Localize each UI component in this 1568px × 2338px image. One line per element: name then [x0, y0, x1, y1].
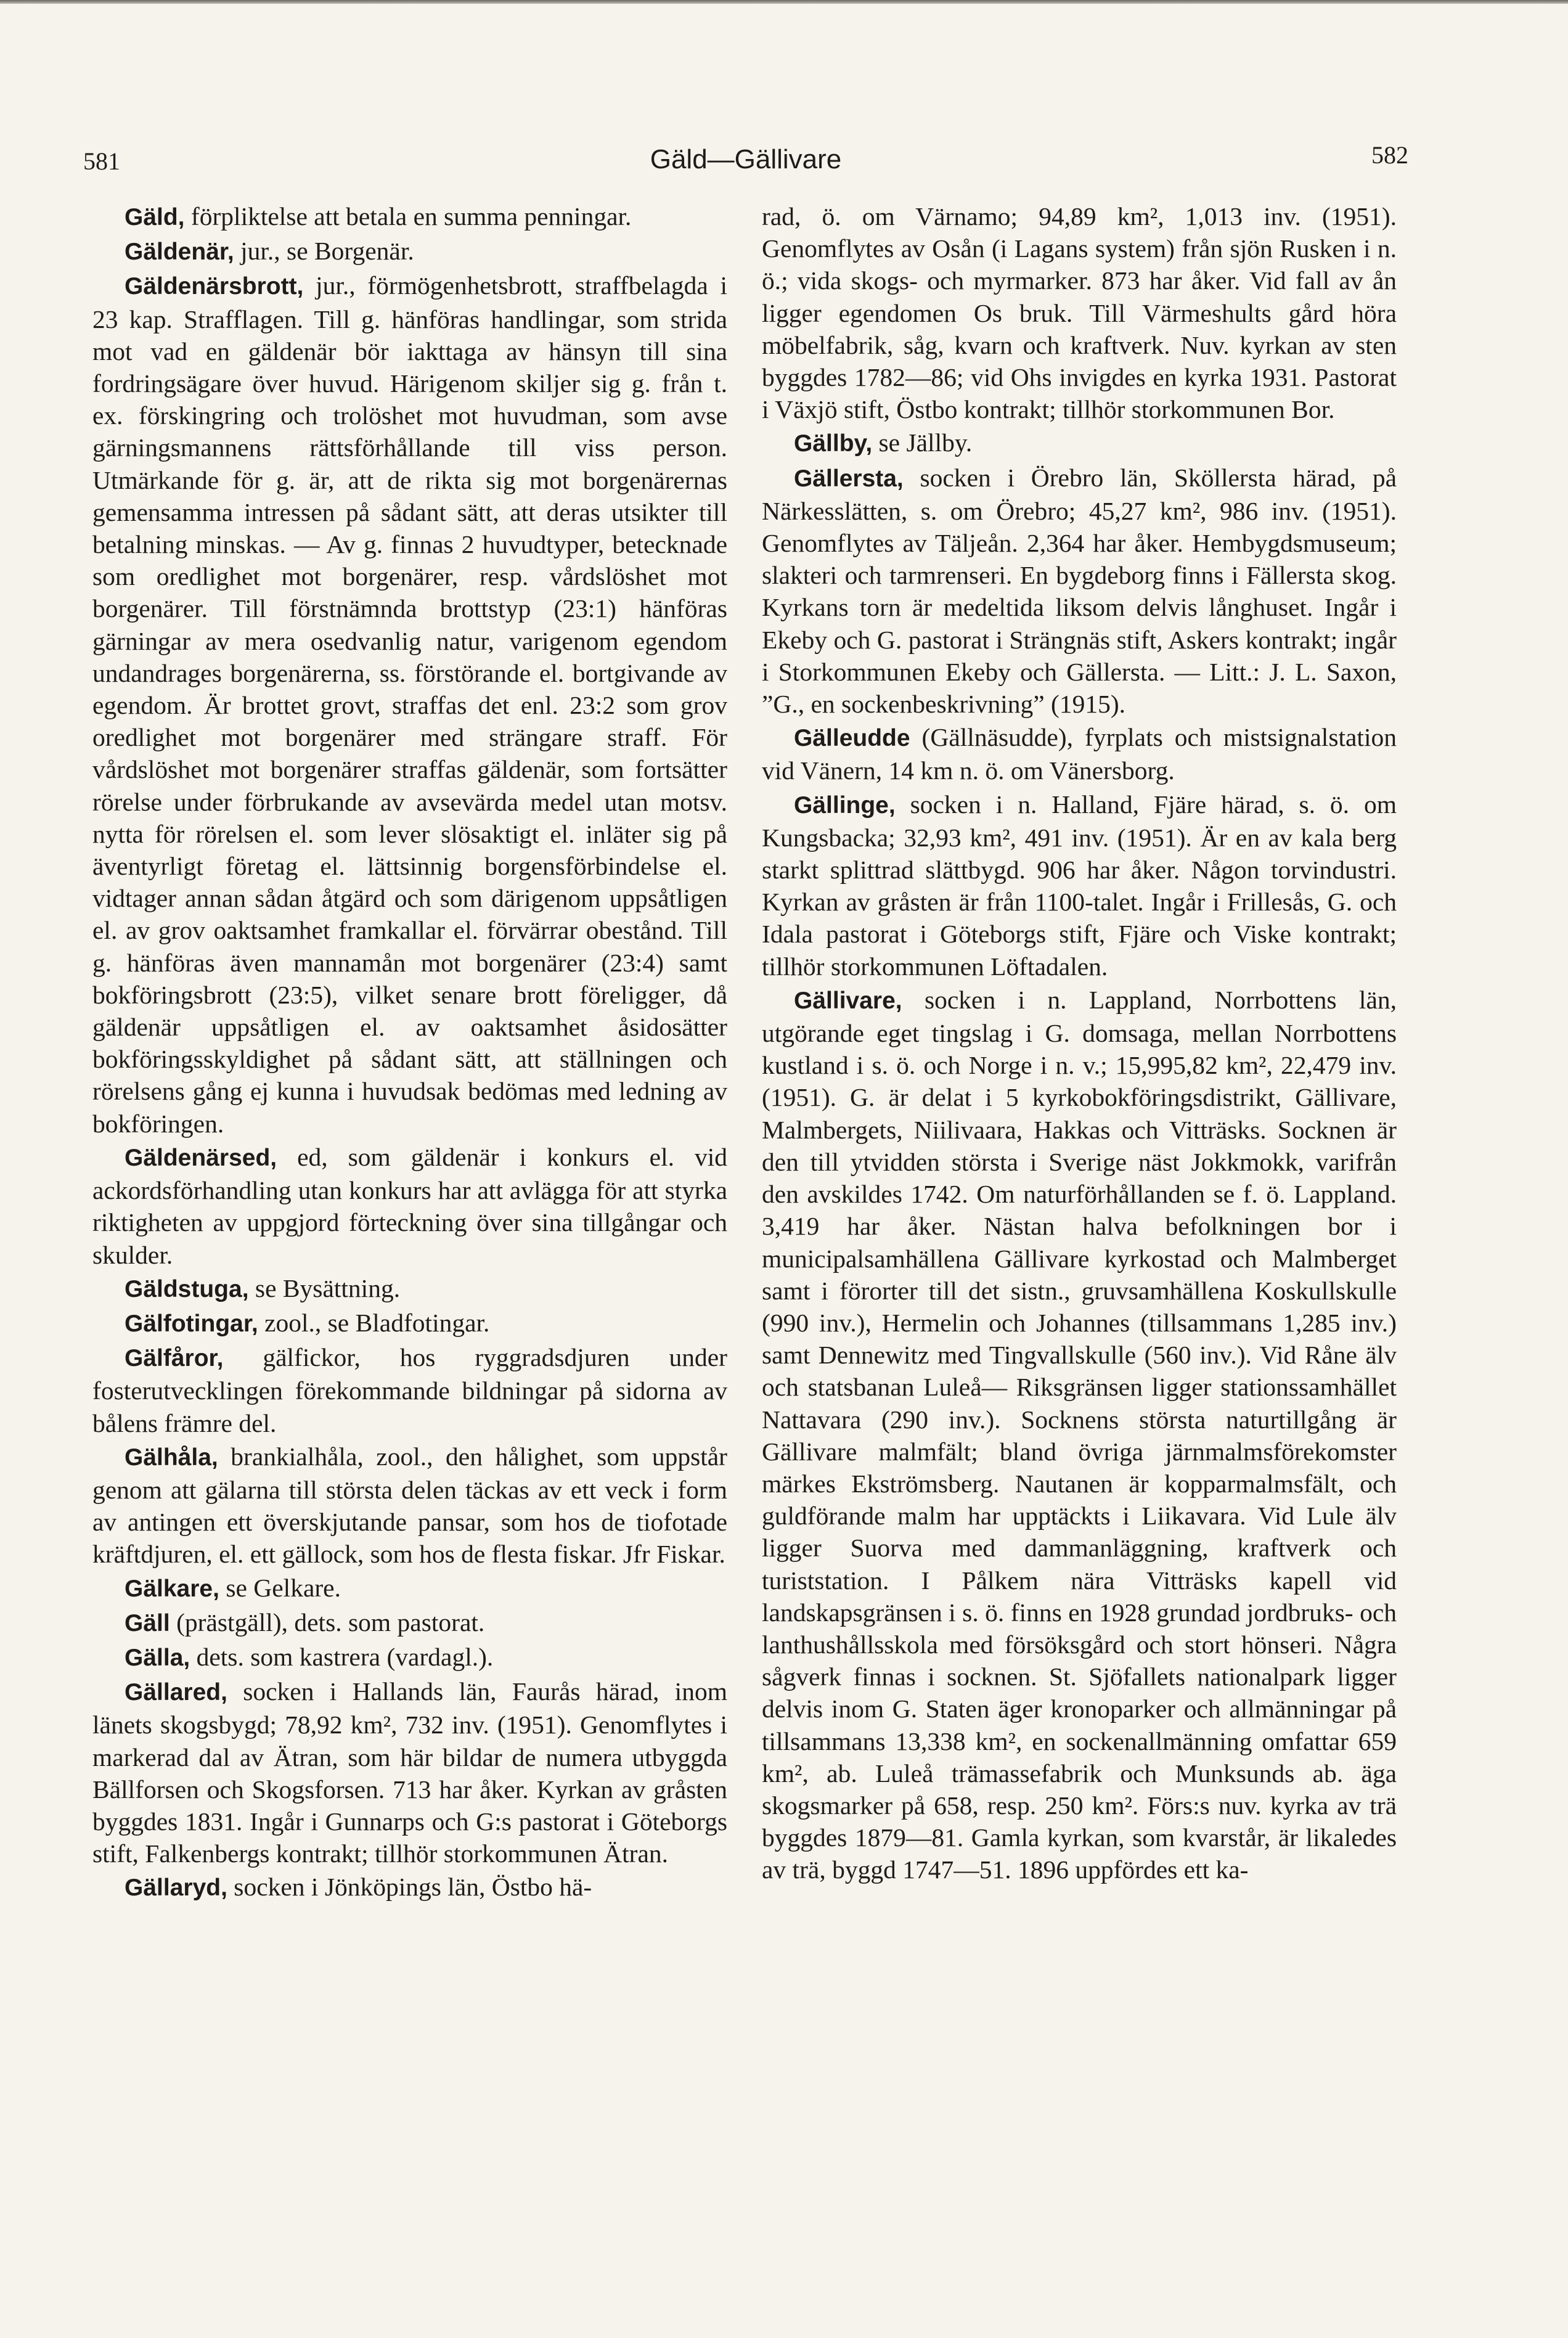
- entry-headword: Gäldenär,: [125, 239, 234, 266]
- dictionary-entry: [762, 984, 1397, 1886]
- running-title: Gäld—Gällivare: [650, 144, 842, 174]
- entry-text: jur., se Borgenär.: [234, 237, 414, 266]
- entry-text: (Gällnäsudde), fyrplats och mistsignalstation vid Vänern, 14 km n. ö. om Vänersborg.: [762, 723, 1397, 785]
- dictionary-entry: [92, 1441, 727, 1571]
- entry-text: se Gelkare.: [219, 1573, 341, 1602]
- entry-text: rad, ö. om Värnamo; 94,89 km², 1,013 inv. (1951). Genomflytes av Osån (i Lagans system) från sjön Rusken i n. ö.; vida skogs- och myrmarker. 873 har åker. Vid fall av ån ligger egendomen Os bruk. Till Värmeshults gård höra möbelfabrik, såg, kvarn och kraftverk. Nuv. kyrkan av sten byggdes 1782—86; vid Ohs invigdes en kyrka 1931. Pastorat i Växjö stift, Östbo kontrakt; tillhör storkommunen Bor.: [762, 202, 1397, 424]
- dictionary-entry: [92, 235, 727, 268]
- top-edge-line: [0, 0, 1568, 4]
- right-page-number: 582: [1371, 141, 1408, 169]
- entry-text: ed, som gäldenär i konkurs el. vid ackordsförhandling utan konkurs har att avlägga för att styrka riktigheten av uppgjord förteckning över sina tillgångar och skulder.: [92, 1142, 727, 1269]
- dictionary-entry: [92, 1675, 727, 1870]
- entry-text: se Jällby.: [872, 428, 973, 457]
- entry-headword: Gäldenärsed,: [125, 1144, 277, 1171]
- dictionary-entry: [762, 200, 1397, 425]
- entry-headword: Gäld,: [125, 204, 185, 231]
- entry-headword: Gälfotingar,: [125, 1310, 258, 1337]
- left-page-number: 581: [83, 147, 120, 175]
- dictionary-entry: [92, 200, 727, 234]
- entry-headword: Gällivare,: [794, 987, 902, 1014]
- entry-text: förpliktelse att betala en summa penningar.: [184, 202, 632, 231]
- entry-text: gälfickor, hos ryggradsdjuren under fosterutvecklingen förekommande bildningar på sidorna av bålens främre del.: [92, 1343, 727, 1437]
- entry-headword: Gällby,: [794, 430, 873, 457]
- entry-headword: Gällared,: [125, 1679, 227, 1706]
- entry-headword: Gälleudde: [794, 725, 910, 752]
- entry-text: socken i n. Lappland, Norrbottens län, utgörande eget tingslag i G. domsaga, mellan Norrbottens kustland i s. ö. och Norge i n. v.; 15,995,82 km², 22,479 inv. (1951). G. är delat i 5 kyrkobokföringsdistrikt, Gällivare, Malmbergets, Niilivaara, Hakkas och Vitträsks. Socknen är den till ytvidden största i Sverige näst Jokkmokk, varifrån den avskildes 1742. Om naturförhållanden se f. ö. Lappland. 3,419 har åker. Nästan halva befolkningen bor i municipalsamhällena Gällivare kyrkostad och Malmberget samt i förorter till det sistn., gruvsamhällena Koskullskulle (990 inv.), Hermelin och Johannes (tillsammans 1,285 inv.) samt Dennewitz med Tingvallskulle (560 inv.). Vid Råne älv och statsbanan Luleå— Riksgränsen ligger stationssamhället Nattavara (290 inv.). Socknens största naturtillgång är Gällivare malmfält; bland övriga järnmalmsförekomster märkes Ekströmsberg. Nautanen är kopparmalmsfält, och guldförande malm har upptäckts i Liikavara. Vid Lule älv ligger Suorva med dammanläggning, kraftverk och turiststation. I Pålkem nära Vitträsks kapell vid landskapsgränsen i s. ö. finns en 1928 grundad jordbruks- och lanthushållsskola med försöksgård och stort hönseri. Några sågverk finnas i socknen. St. Sjöfallets nationalpark ligger delvis inom G. Staten äger kronoparker och allmänningar på tillsammans 13,338 km², en sockenallmänning omfattar 659 km², ab. Luleå trämassefabrik och Munksunds ab. äga skogsmarker på 658, resp. 250 km². Förs:s nuv. kyrka av trä byggdes 1879—81. Gamla kyrkan, som kvarstår, är likaledes av trä, byggd 1747—51. 1896 uppfördes ett ka-: [762, 985, 1397, 1884]
- entry-headword: Gälhåla,: [125, 1444, 218, 1471]
- dictionary-entry: [92, 1141, 727, 1271]
- page-header: [83, 141, 1408, 190]
- dictionary-entry: [92, 1641, 727, 1674]
- entry-text: se Bysättning.: [248, 1273, 401, 1302]
- dictionary-entry: [762, 462, 1397, 721]
- dictionary-entry: [92, 1606, 727, 1640]
- dictionary-entry: [92, 1341, 727, 1439]
- dictionary-entry: [92, 1307, 727, 1340]
- entry-text: dets. som kastrera (vardagl.).: [190, 1642, 494, 1671]
- dictionary-entry: [92, 1871, 727, 1904]
- entry-headword: Gäldenärsbrott,: [125, 273, 304, 300]
- entry-headword: Gällaryd,: [125, 1874, 227, 1902]
- entry-text: brankialhåla, zool., den hålighet, som uppstår genom att gälarna till största delen täckas av ett veck i form av antingen ett överskjutande pansar, som hos de tiofotade kräftdjuren, el. ett gällock, som hos de flesta fiskar. Jfr Fiskar.: [92, 1442, 727, 1569]
- entry-text: socken i Hallands län, Faurås härad, inom länets skogsbygd; 78,92 km², 732 inv. (1951). Genomflytes i markerad dal av Ätran, som här bildar de numera utbyggda Bällforsen och Skogsforsen. 713 har åker. Kyrkan av gråsten byggdes 1831. Ingår i Gunnarps och G:s pastorat i Göteborgs stift, Falkenbergs kontrakt; tillhör storkommunen Ätran.: [92, 1677, 727, 1868]
- entry-text: socken i n. Halland, Fjäre härad, s. ö. om Kungsbacka; 32,93 km², 491 inv. (1951). Är en av kala berg starkt splittrad slättbygd. 906 har åker. Någon torvindustri. Kyrkan av gråsten är från 1100-talet. Ingår i Frillesås, G. och Idala pastorat i Göteborgs stift, Fjäre och Viske kontrakt; tillhör storkommunen Löftadalen.: [762, 790, 1397, 981]
- entry-text: (prästgäll), dets. som pastorat.: [169, 1608, 485, 1637]
- entry-headword: Gälfåror,: [125, 1345, 224, 1372]
- entry-text: socken i Örebro län, Sköllersta härad, på Närkesslätten, s. om Örebro; 45,27 km², 986 inv. (1951). Genomflytes av Täljeån. 2,364 har åker. Hembygdsmuseum; slakteri och tarmrenseri. En bygdeborg finns i Fällersta skog. Kyrkans torn är medeltida liksom delvis långhuset. Ingår i Ekeby och G. pastorat i Strängnäs stift, Askers kontrakt; ingår i Storkommunen Ekeby och Gällersta. — Litt.: J. L. Saxon, ”G., en sockenbeskrivning” (1915).: [762, 463, 1397, 719]
- entry-headword: Gäll: [125, 1609, 170, 1637]
- entry-headword: Gäldstuga,: [125, 1275, 249, 1302]
- dictionary-entry: [762, 427, 1397, 460]
- dictionary-entry: [92, 1572, 727, 1605]
- entry-text: jur., förmögenhetsbrott, straffbelagda i 23 kap. Strafflagen. Till g. hänföras handlingar, som strida mot vad en gäldenär bör iakttaga av hänsyn till sina fordringsägare över huvud. Härigenom skiljer sig g. från t. ex. förskingring och trolöshet mot huvudman, som avse gärningsmannens rättsförhållande till viss person. Utmärkande för g. är, att de rikta sig mot borgenärernas gemensamma intressen på sådant sätt, att deras utsikter till betalning minskas. — Av g. finnas 2 huvudtyper, betecknade som oredlighet mot borgenärer, resp. vårdslöshet mot borgenärer. Till förstnämnda brottstyp (23:1) hänföras gärningar av mera osedvanlig natur, varigenom egendom undandrages borgenärerna, ss. förstörande el. bortgivande av egendom. Är brottet grovt, straffas det enl. 23:2 som grov oredlighet mot borgenärer med strängare straff. För vårdslöshet mot borgenärer straffas gäldenär, som fortsätter rörelse under förbrukande av avsevärda medel utan motsv. nytta för rörelsen el. som lever slösaktigt el. inläter sig på äventyrligt företag el. lättsinnig borgensförbindelse el. vidtager annan sådan åtgärd och som därigenom uppsåtligen el. av grov oaktsamhet framkallar el. förvärrar obestånd. Till g. hänföras även mannamån mot borgenärer (23:4) samt bokföringsbrott (23:5), vilket senare brott föreligger, då gäldenär uppsåtligen el. av oaktsamhet åsidosätter bokföringsskyldighet på sådant sätt, att ställningen och rörelsens gång ej kunna i huvudsak bedömas med ledning av bokföringen.: [92, 271, 727, 1138]
- dictionary-entry: [762, 721, 1397, 787]
- dictionary-entry: [762, 788, 1397, 983]
- entry-headword: Gällersta,: [794, 465, 904, 492]
- left-column: [92, 200, 727, 1906]
- entry-text: zool., se Bladfotingar.: [258, 1308, 490, 1337]
- dictionary-entry: [92, 1272, 727, 1306]
- dictionary-entry: [92, 269, 727, 1139]
- entry-headword: Gälla,: [125, 1644, 190, 1671]
- entry-headword: Gällinge,: [794, 791, 896, 819]
- entry-headword: Gälkare,: [125, 1575, 219, 1602]
- right-column: [762, 200, 1397, 1887]
- entry-text: socken i Jönköpings län, Östbo hä-: [227, 1873, 592, 1902]
